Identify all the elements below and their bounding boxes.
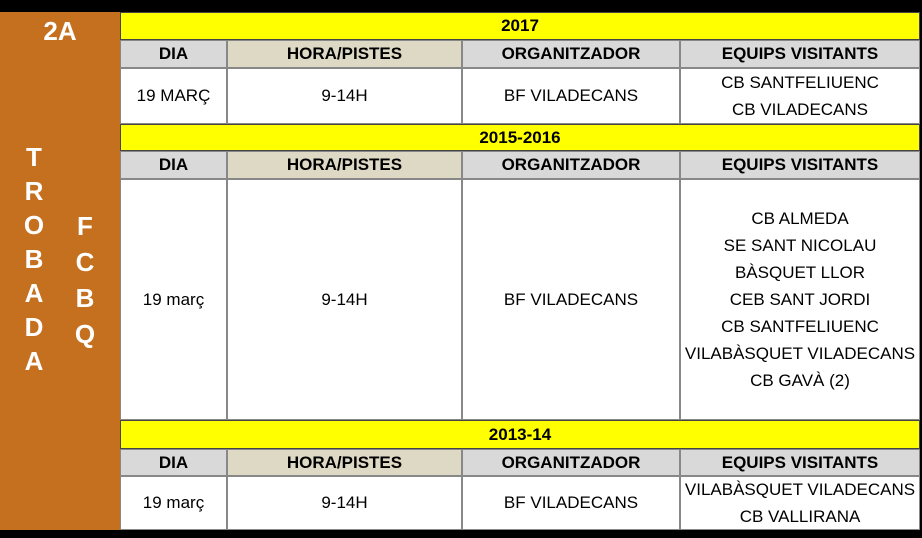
cell-dia: 19 març	[120, 179, 227, 420]
cell-equips	[680, 179, 920, 420]
header-equips: EQUIPS VISITANTS	[680, 449, 920, 476]
year-header: 2015-2016	[120, 124, 920, 151]
team-name: CB GAVÀ (2)	[750, 371, 850, 390]
cell-equips	[680, 68, 920, 124]
cell-hora: 9-14H	[227, 68, 462, 124]
sidebar-title: 2A	[43, 16, 77, 46]
letter: O	[23, 210, 45, 240]
letter: B	[75, 283, 95, 313]
cell-hora: 9-14H	[227, 179, 462, 420]
year-header: 2017	[120, 12, 920, 40]
team-name: CB SANTFELIUENC	[721, 73, 879, 92]
table-row	[120, 476, 920, 530]
cell-hora: 9-14H	[227, 476, 462, 530]
header-dia: DIA	[120, 449, 227, 476]
letter: A	[24, 278, 44, 308]
cell-organitzador: BF VILADECANS	[462, 68, 680, 124]
sidebar-banner	[0, 12, 120, 530]
header-organitzador: ORGANITZADOR	[462, 40, 680, 68]
letter: A	[24, 346, 44, 376]
letter: F	[77, 211, 93, 241]
header-dia: DIA	[120, 40, 227, 68]
header-organitzador: ORGANITZADOR	[462, 151, 680, 179]
cell-equips	[680, 476, 920, 530]
team-name: CB ALMEDA	[751, 209, 849, 228]
letter: C	[75, 247, 95, 277]
team-name: BÀSQUET LLOR	[734, 263, 866, 282]
cell-organitzador: BF VILADECANS	[462, 476, 680, 530]
column-header-row	[120, 449, 920, 476]
letter: R	[24, 176, 44, 206]
header-equips: EQUIPS VISITANTS	[680, 40, 920, 68]
team-name: CEB SANT JORDI	[729, 290, 871, 309]
letter: T	[26, 142, 42, 172]
column-header-row	[120, 151, 920, 179]
letter: B	[24, 244, 44, 274]
header-organitzador: ORGANITZADOR	[462, 449, 680, 476]
cell-organitzador: BF VILADECANS	[462, 179, 680, 420]
vertical-word-trobada	[22, 140, 46, 378]
team-name: VILABÀSQUET VILADECANS	[684, 480, 916, 499]
letter: D	[24, 312, 44, 342]
team-name: SE SANT NICOLAU	[723, 236, 877, 255]
header-dia: DIA	[120, 151, 227, 179]
team-name: VILABÀSQUET VILADECANS	[684, 344, 916, 363]
table-row	[120, 68, 920, 124]
cell-dia: 19 MARÇ	[120, 68, 227, 124]
column-header-row	[120, 40, 920, 68]
vertical-word-fcbq	[73, 208, 97, 352]
team-name: CB SANTFELIUENC	[721, 317, 879, 336]
header-hora: HORA/PISTES	[227, 151, 462, 179]
header-hora: HORA/PISTES	[227, 40, 462, 68]
header-hora: HORA/PISTES	[227, 449, 462, 476]
team-name: CB VALLIRANA	[739, 507, 861, 526]
team-name: CB VILADECANS	[731, 100, 869, 119]
cell-dia: 19 març	[120, 476, 227, 530]
header-equips: EQUIPS VISITANTS	[680, 151, 920, 179]
year-header: 2013-14	[120, 420, 920, 449]
table-row	[120, 179, 920, 420]
letter: Q	[74, 319, 96, 349]
